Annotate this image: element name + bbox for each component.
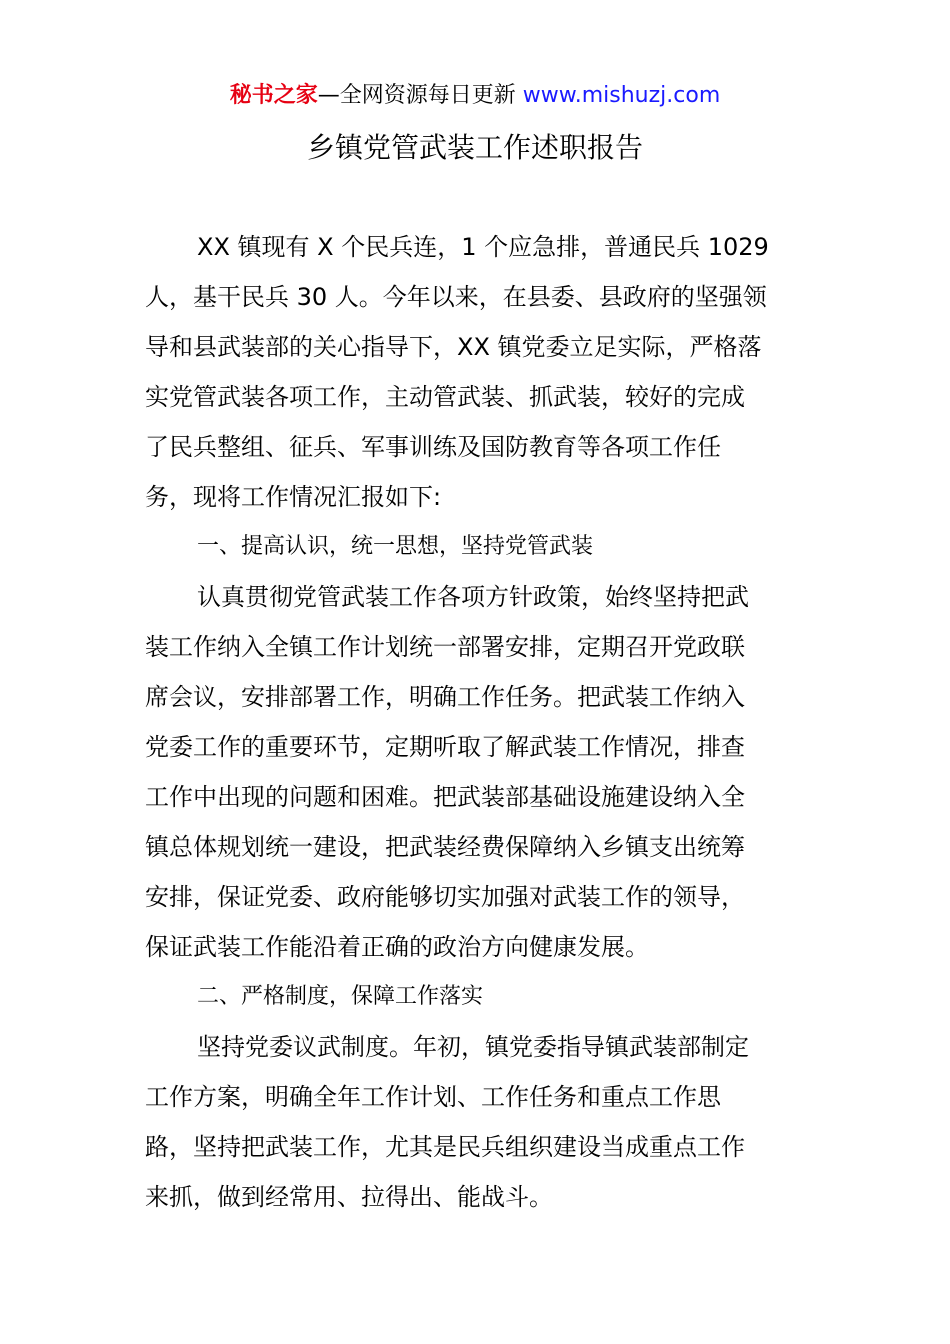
site-tagline: —全网资源每日更新: [317, 83, 516, 108]
site-url-link[interactable]: www.mishuzj.com: [522, 83, 721, 108]
paragraph-line: 务，现将工作情况汇报如下:: [145, 483, 442, 511]
section-heading-2: 二、严格制度，保障工作落实: [197, 984, 484, 1009]
paragraph-line: 安排，保证党委、政府能够切实加强对武装工作的领导，: [145, 883, 745, 911]
site-brand: 秘书之家: [229, 83, 318, 108]
section-heading-1: 一、提高认识，统一思想，坚持党管武装: [197, 534, 594, 559]
paragraph-line: 席会议，安排部署工作，明确工作任务。把武装工作纳入: [145, 683, 745, 711]
document-body: [145, 222, 810, 1222]
paragraph-line: 认真贯彻党管武装工作各项方针政策，始终坚持把武: [197, 583, 749, 611]
paragraph-line: 镇总体规划统一建设，把武装经费保障纳入乡镇支出统筹: [145, 833, 745, 861]
paragraph-line: 党委工作的重要环节，定期听取了解武装工作情况，排查: [145, 733, 745, 761]
paragraph-line: 实党管武装各项工作，主动管武装、抓武装，较好的完成: [145, 383, 745, 411]
paragraph-line: 导和县武装部的关心指导下，XX 镇党委立足实际，严格落: [145, 333, 762, 361]
paragraph-line: 装工作纳入全镇工作计划统一部署安排，定期召开党政联: [145, 633, 745, 661]
paragraph-line: 坚持党委议武制度。年初，镇党委指导镇武装部制定: [197, 1033, 749, 1061]
paragraph-line: XX 镇现有 X 个民兵连，1 个应急排，普通民兵 1029: [197, 233, 769, 261]
paragraph-line: 保证武装工作能沿着正确的政治方向健康发展。: [145, 933, 649, 961]
paragraph-line: 来抓，做到经常用、拉得出、能战斗。: [145, 1183, 553, 1211]
site-header: [0, 80, 950, 112]
paragraph-line: 了民兵整组、征兵、军事训练及国防教育等各项工作任: [145, 433, 721, 461]
document-title: 乡镇党管武装工作述职报告: [306, 131, 643, 164]
paragraph-line: 人，基干民兵 30 人。今年以来，在县委、县政府的坚强领: [145, 283, 767, 311]
paragraph-line: 工作方案，明确全年工作计划、工作任务和重点工作思: [145, 1083, 721, 1111]
paragraph-line: 工作中出现的问题和困难。把武装部基础设施建设纳入全: [145, 783, 745, 811]
paragraph-line: 路，坚持把武装工作，尤其是民兵组织建设当成重点工作: [145, 1133, 745, 1161]
